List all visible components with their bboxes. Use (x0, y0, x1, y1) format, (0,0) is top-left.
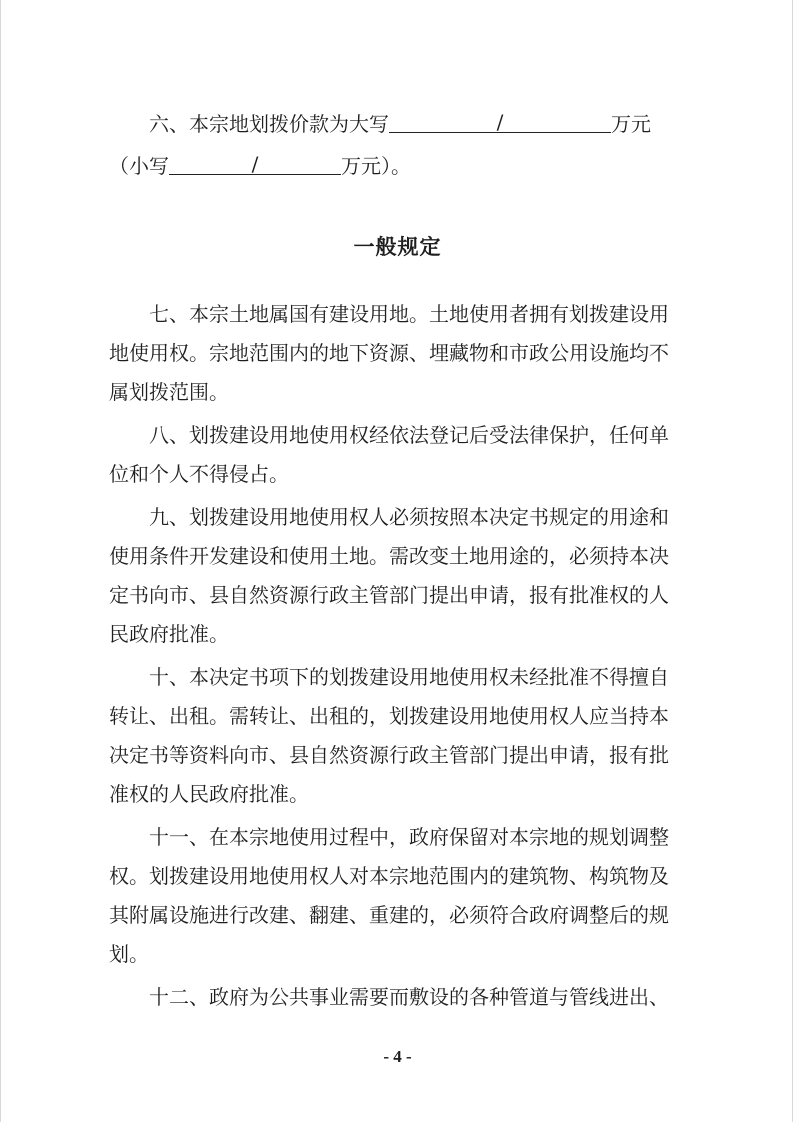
paragraph-line: 其附属设施进行改建、翻建、重建的，必须符合政府调整后的规 (109, 903, 669, 927)
small-close: 万元）。 (341, 154, 411, 178)
paragraph-line: 准权的人民政府批准。 (109, 782, 309, 806)
paragraph-line: 位和个人不得侵占。 (109, 462, 289, 486)
section6-line2 (109, 152, 411, 180)
paragraph-line: 转让、出租。需转让、出租的，划拨建设用地使用权人应当持本 (109, 704, 669, 728)
amount-lower-blank (169, 152, 341, 175)
paragraph-line: 地使用权。宗地范围内的地下资源、埋藏物和市政公用设施均不 (109, 341, 669, 365)
section6-line1 (149, 110, 651, 138)
paragraph-line: 权。划拨建设用地使用权人对本宗地范围内的建筑物、构筑物及 (109, 864, 669, 888)
paragraph-line: 使用条件开发建设和使用土地。需改变土地用途的，必须持本决 (109, 544, 669, 568)
paragraph-line: 划。 (109, 942, 149, 966)
paragraph-line: 八、划拨建设用地使用权经依法登记后受法律保护，任何单 (149, 423, 669, 447)
amount-upper-blank (389, 110, 611, 133)
paragraph-line: 属划拨范围。 (109, 380, 229, 404)
paragraph-line: 十二、政府为公共事业需要而敷设的各种管道与管线进出、 (149, 985, 669, 1009)
paragraph-line: 九、划拨建设用地使用权人必须按照本决定书规定的用途和 (149, 505, 669, 529)
paragraph-line: 决定书等资料向市、县自然资源行政主管部门提出申请，报有批 (109, 743, 669, 767)
section6-prefix: 六、本宗地划拨价款为大写 (149, 112, 389, 136)
paragraph-line: 七、本宗土地属国有建设用地。土地使用者拥有划拨建设用 (149, 302, 669, 326)
section6-unit-upper: 万元 (611, 112, 651, 136)
paragraph-line: 十一、在本宗地使用过程中，政府保留对本宗地的规划调整 (149, 825, 669, 849)
paragraph-line: 十、本决定书项下的划拨建设用地使用权未经批准不得擅自 (149, 665, 669, 689)
paragraph-line: 定书向市、县自然资源行政主管部门提出申请，报有批准权的人 (109, 583, 669, 607)
paragraph-line: 民政府批准。 (109, 622, 229, 646)
section-heading: 一般规定 (353, 235, 442, 259)
amount-lower-value: / (251, 152, 259, 176)
amount-upper-value: / (496, 110, 504, 134)
page-number: - 4 - (383, 1047, 412, 1066)
small-open: （小写 (109, 154, 169, 178)
